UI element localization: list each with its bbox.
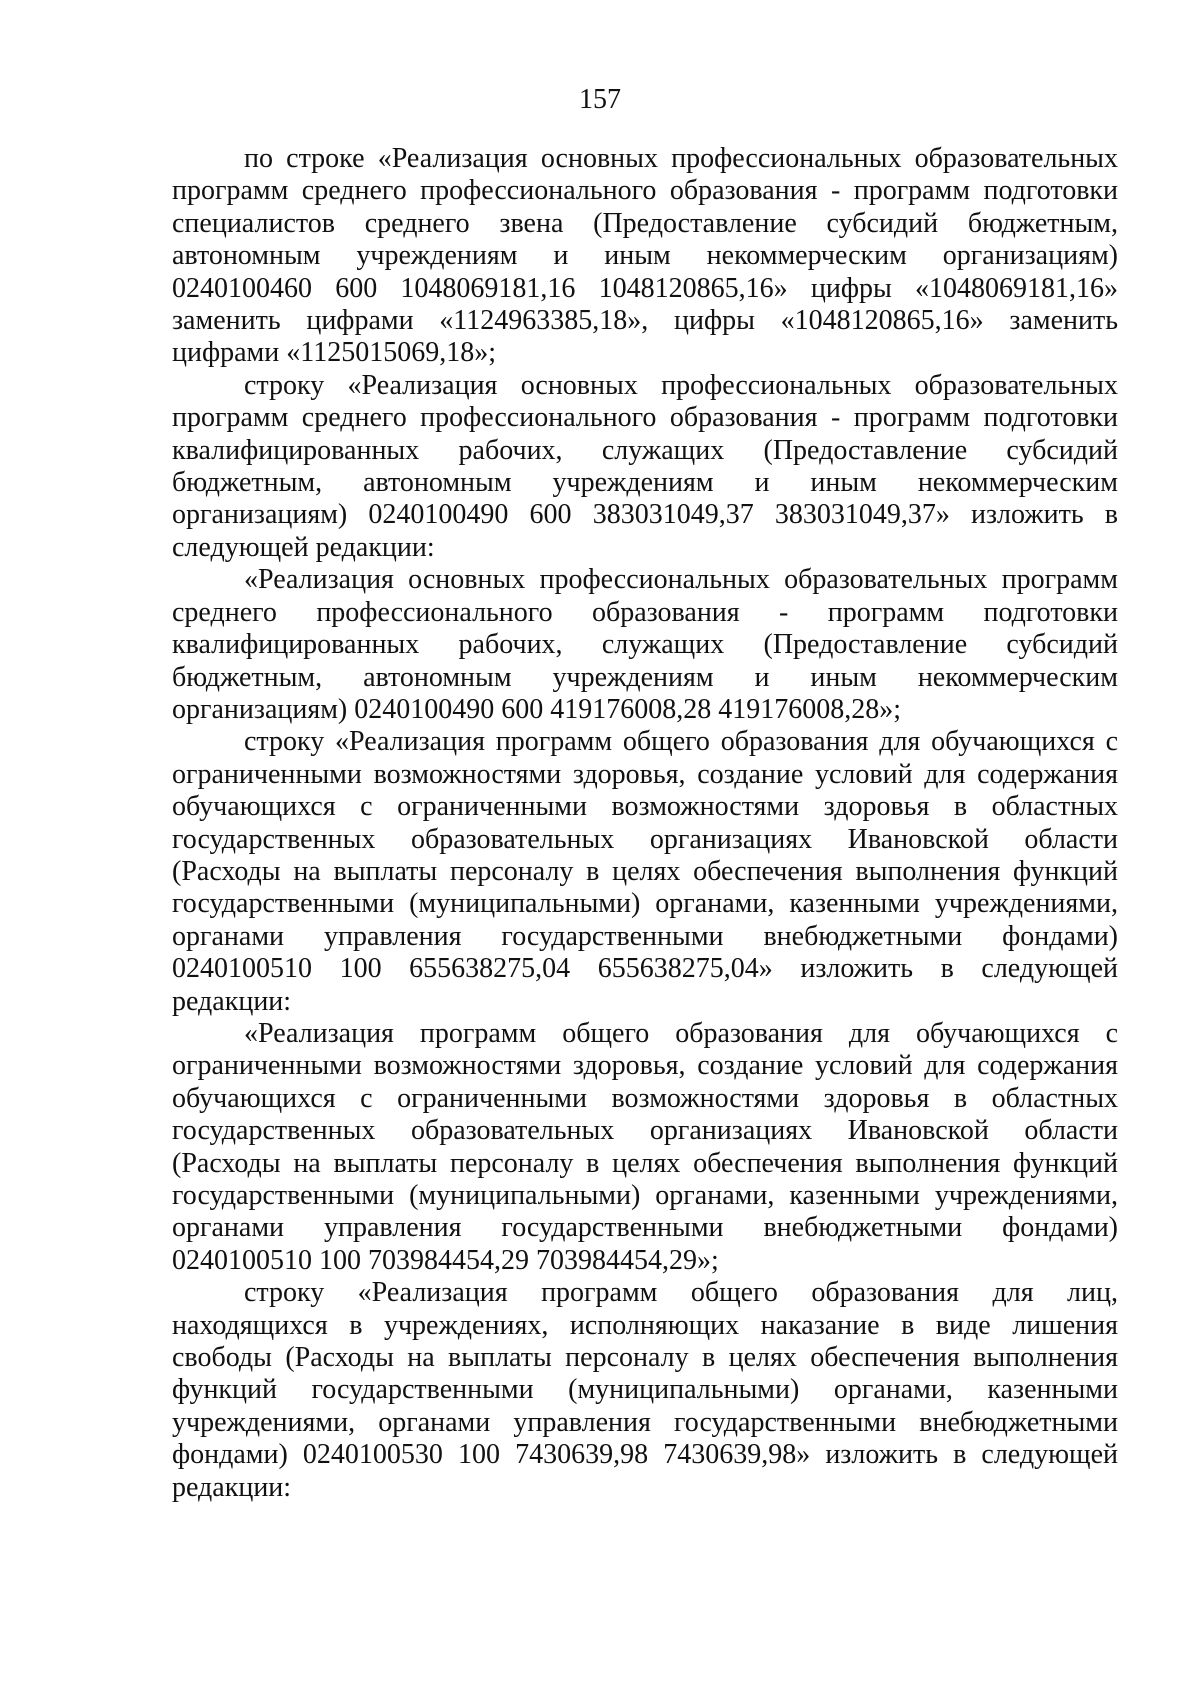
paragraph-3: «Реализация основных профессиональных образовательных программ среднего профессионального образования - программ подготовки квалифицированных рабочих, служащих (Предоставление субсидий бюджетным, автономным учреждениям и иным некоммерческим организациям) 0240100490 600 419176008,28 419176008,28»; <box>172 564 1118 725</box>
paragraph-5: «Реализация программ общего образования для обучающихся с ограниченными возможностями здоровья, создание условий для содержания обучающихся с ограниченными возможностями здоровья в областных государственных образовательных организациях Ивановской области (Расходы на выплаты персоналу в целях обеспечения выполнения функций государственными (муниципальными) органами, казенными учреждениями, органами управления государственными внебюджетными фондами) 0240100510 100 703984454,29 703984454,29»; <box>172 1017 1118 1276</box>
page-number: 157 <box>579 84 621 115</box>
paragraph-2: строку «Реализация основных профессиональных образовательных программ среднего профессионального образования - программ подготовки квалифицированных рабочих, служащих (Предоставление субсидий бюджетным, автономным учреждениям и иным некоммерческим организациям) 0240100490 600 383031049,37 383031049,37» изложить в следующей редакции: <box>172 369 1118 563</box>
paragraph-6: строку «Реализация программ общего образования для лиц, находящихся в учреждениях, исполняющих наказание в виде лишения свободы (Расходы на выплаты персоналу в целях обеспечения выполнения функций государственными (муниципальными) органами, казенными учреждениями, органами управления государственными внебюджетными фондами) 0240100530 100 7430639,98 7430639,98» изложить в следующей редакции: <box>172 1277 1118 1503</box>
paragraph-1: по строке «Реализация основных профессиональных образовательных программ среднего профессионального образования - программ подготовки специалистов среднего звена (Предоставление субсидий бюджетным, автономным учреждениям и иным некоммерческим организациям) 0240100460 600 1048069181,16 1048120865,16» цифры «1048069181,16» заменить цифрами «1124963385,18», цифры «1048120865,16» заменить цифрами «1125015069,18»; <box>172 143 1118 369</box>
document-body <box>172 143 1118 1504</box>
paragraph-4: строку «Реализация программ общего образования для обучающихся с ограниченными возможностями здоровья, создание условий для содержания обучающихся с ограниченными возможностями здоровья в областных государственных образовательных организациях Ивановской области (Расходы на выплаты персоналу в целях обеспечения выполнения функций государственными (муниципальными) органами, казенными учреждениями, органами управления государственными внебюджетными фондами) 0240100510 100 655638275,04 655638275,04» изложить в следующей редакции: <box>172 726 1118 1017</box>
